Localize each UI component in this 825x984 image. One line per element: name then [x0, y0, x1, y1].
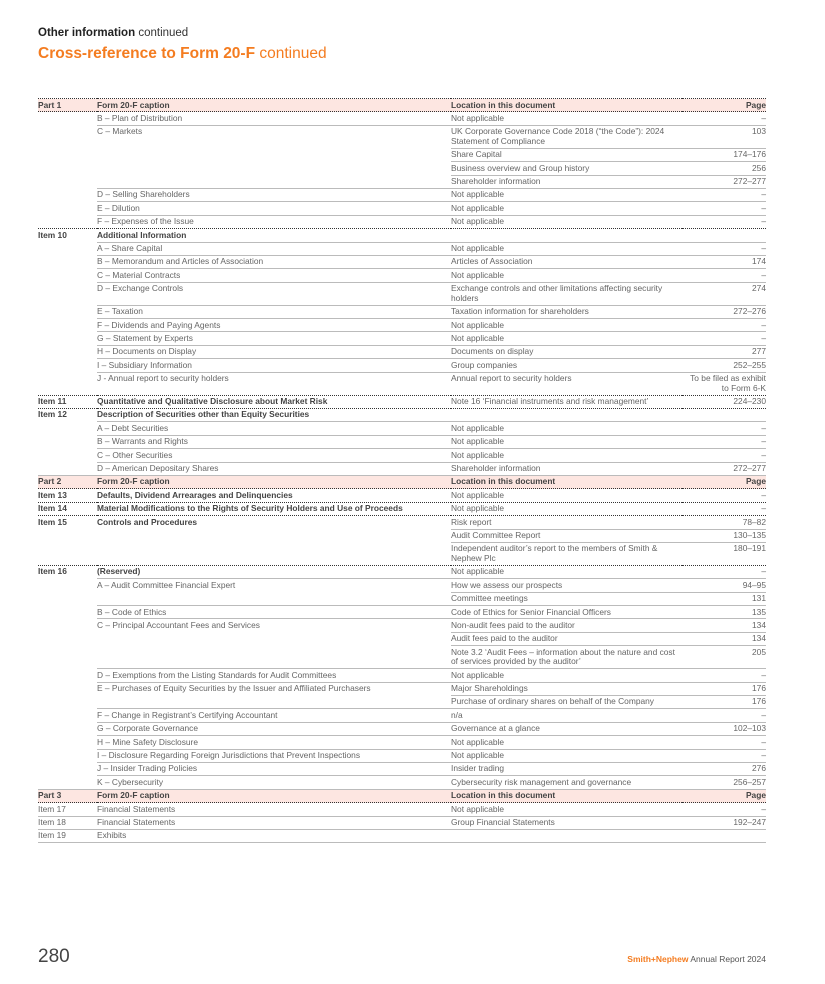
item-cell: [38, 542, 97, 565]
caption-cell: Description of Securities other than Equity Securities: [97, 408, 451, 421]
item-cell: [38, 462, 97, 475]
caption-cell: D – American Depositary Shares: [97, 462, 451, 475]
location-cell: Not applicable: [451, 112, 682, 125]
item-cell: [38, 579, 97, 592]
location-cell: Not applicable: [451, 202, 682, 215]
location-cell: Non-audit fees paid to the auditor: [451, 619, 682, 632]
page-cell: 94–95: [682, 579, 766, 592]
page-cell: 174–176: [682, 148, 766, 161]
page-cell: –: [682, 803, 766, 816]
item-cell: [38, 269, 97, 282]
item-cell: [38, 188, 97, 201]
table-row: [38, 395, 766, 408]
table-row: [38, 372, 766, 395]
table-row: [38, 162, 766, 175]
page-cell: 103: [682, 125, 766, 148]
location-cell: Committee meetings: [451, 592, 682, 605]
caption-cell: F – Change in Registrant’s Certifying Accountant: [97, 709, 451, 722]
table-header-row: [38, 789, 766, 802]
table-row: [38, 776, 766, 789]
item-cell: [38, 422, 97, 435]
location-cell: Location in this document: [451, 475, 682, 488]
caption-cell: [97, 148, 451, 161]
location-cell: Documents on display: [451, 345, 682, 358]
table-row: [38, 682, 766, 695]
caption-cell: C – Material Contracts: [97, 269, 451, 282]
caption-cell: D – Exchange Controls: [97, 282, 451, 305]
location-cell: Annual report to security holders: [451, 372, 682, 395]
location-cell: Purchase of ordinary shares on behalf of the Company: [451, 695, 682, 708]
table-row: [38, 229, 766, 242]
caption-cell: Financial Statements: [97, 816, 451, 829]
table-row: [38, 722, 766, 735]
footer-report: Annual Report 2024: [690, 954, 766, 964]
location-cell: Risk report: [451, 516, 682, 529]
table-row: [38, 829, 766, 842]
footer-brand: Smith+Nephew: [627, 954, 689, 964]
table-row: [38, 215, 766, 228]
table-row: [38, 242, 766, 255]
location-cell: Group Financial Statements: [451, 816, 682, 829]
item-cell: [38, 722, 97, 735]
item-cell: [38, 345, 97, 358]
item-cell: [38, 435, 97, 448]
caption-cell: I – Subsidiary Information: [97, 359, 451, 372]
page-cell: –: [682, 422, 766, 435]
item-cell: [38, 319, 97, 332]
table-row: [38, 516, 766, 529]
page-cell: 174: [682, 255, 766, 268]
page-cell: 176: [682, 695, 766, 708]
caption-cell: [97, 695, 451, 708]
table-row: [38, 646, 766, 669]
table-row: [38, 125, 766, 148]
table-header-row: [38, 99, 766, 112]
caption-cell: C – Principal Accountant Fees and Services: [97, 619, 260, 630]
table-row: [38, 269, 766, 282]
item-cell: [38, 606, 97, 619]
item-cell: [38, 175, 97, 188]
item-cell: Item 18: [38, 816, 97, 829]
location-cell: Share Capital: [451, 148, 682, 161]
location-cell: Not applicable: [451, 215, 682, 228]
location-cell: Location in this document: [451, 99, 682, 112]
table-row: [38, 762, 766, 775]
location-cell: Shareholder information: [451, 175, 682, 188]
page-cell: 256–257: [682, 776, 766, 789]
item-cell: [38, 112, 97, 125]
page-cell: –: [682, 736, 766, 749]
caption-cell: Financial Statements: [97, 803, 451, 816]
location-cell: [451, 229, 682, 242]
table-row: [38, 695, 766, 708]
page-cell: 224–230: [682, 395, 766, 408]
location-cell: Cybersecurity risk management and governance: [451, 776, 682, 789]
table-row: [38, 462, 766, 475]
item-cell: [38, 215, 97, 228]
page-number: 280: [38, 946, 70, 967]
item-cell: Item 17: [38, 803, 97, 816]
item-cell: [38, 202, 97, 215]
table-header-row: [38, 475, 766, 488]
table-row: [38, 282, 766, 305]
table-row: [38, 529, 766, 542]
location-cell: Not applicable: [451, 736, 682, 749]
item-cell: Part 3: [38, 789, 97, 802]
table-row: [38, 408, 766, 421]
item-cell: [38, 632, 97, 645]
location-cell: How we assess our prospects: [451, 579, 682, 592]
page-cell: 276: [682, 762, 766, 775]
location-cell: Not applicable: [451, 565, 682, 578]
location-cell: Not applicable: [451, 242, 682, 255]
item-cell: [38, 332, 97, 345]
caption-cell: Form 20-F caption: [97, 99, 451, 112]
table-row: [38, 305, 766, 318]
item-cell: [38, 776, 97, 789]
location-cell: Not applicable: [451, 449, 682, 462]
page-title-continued: continued: [259, 45, 327, 62]
item-cell: [38, 372, 97, 395]
location-cell: UK Corporate Governance Code 2018 (“the Code”): 2024 Statement of Compliance: [451, 125, 682, 148]
section-continued: continued: [138, 27, 189, 39]
caption-cell: K – Cybersecurity: [97, 776, 451, 789]
caption-cell: [97, 175, 451, 188]
caption-cell: J - Annual report to security holders: [97, 372, 451, 395]
table-row: [38, 619, 766, 632]
caption-cell: Additional Information: [97, 229, 451, 242]
page-cell: 205: [682, 646, 766, 669]
location-cell: Audit fees paid to the auditor: [451, 632, 682, 645]
page-cell: 135: [682, 606, 766, 619]
page-cell: –: [682, 112, 766, 125]
cross-reference-table: [38, 98, 766, 843]
page-cell: 102–103: [682, 722, 766, 735]
page-cell: –: [682, 435, 766, 448]
table-row: [38, 188, 766, 201]
item-cell: Item 11: [38, 395, 97, 408]
page-cell: –: [682, 565, 766, 578]
item-cell: Item 13: [38, 489, 97, 502]
item-cell: [38, 162, 97, 175]
page-cell: –: [682, 709, 766, 722]
item-cell: [38, 359, 97, 372]
location-cell: [451, 829, 682, 842]
table-row: [38, 565, 766, 578]
footer: [627, 954, 766, 964]
page-cell: 192–247: [682, 816, 766, 829]
caption-cell: B – Code of Ethics: [97, 606, 451, 619]
location-cell: Taxation information for shareholders: [451, 305, 682, 318]
caption-cell: A – Debt Securities: [97, 422, 451, 435]
table-row: [38, 435, 766, 448]
page-title: [38, 45, 327, 63]
table-row: [38, 112, 766, 125]
caption-cell: H – Mine Safety Disclosure: [97, 736, 451, 749]
caption-cell: D – Selling Shareholders: [97, 188, 451, 201]
page-cell: Page: [682, 789, 766, 802]
location-cell: Governance at a glance: [451, 722, 682, 735]
table-row: [38, 803, 766, 816]
page-cell: 134: [682, 619, 766, 632]
location-cell: Not applicable: [451, 319, 682, 332]
caption-cell: A – Share Capital: [97, 242, 451, 255]
caption-cell: B – Warrants and Rights: [97, 435, 451, 448]
page-cell: –: [682, 669, 766, 682]
location-cell: Not applicable: [451, 435, 682, 448]
item-cell: [38, 709, 97, 722]
table-row: [38, 592, 766, 605]
location-cell: Code of Ethics for Senior Financial Officers: [451, 606, 682, 619]
caption-cell: Form 20-F caption: [97, 789, 451, 802]
table-row: [38, 749, 766, 762]
table-row: [38, 709, 766, 722]
section-title: Other information: [38, 27, 136, 39]
item-cell: [38, 305, 97, 318]
location-cell: Independent auditor’s report to the members of Smith & Nephew Plc: [451, 542, 682, 565]
table-row: [38, 542, 766, 565]
page-cell: –: [682, 242, 766, 255]
caption-cell: Defaults, Dividend Arrearages and Delinquencies: [97, 489, 451, 502]
table-row: [38, 736, 766, 749]
caption-cell: [97, 162, 451, 175]
page-cell: –: [682, 489, 766, 502]
location-cell: Not applicable: [451, 332, 682, 345]
page-cell: 134: [682, 632, 766, 645]
page-cell: 130–135: [682, 529, 766, 542]
item-cell: [38, 255, 97, 268]
page-cell: Page: [682, 475, 766, 488]
table-row: [38, 579, 766, 592]
table-row: [38, 632, 766, 645]
item-cell: Item 19: [38, 829, 97, 842]
caption-cell: [97, 529, 451, 542]
caption-cell: Form 20-F caption: [97, 475, 451, 488]
page-cell: –: [682, 319, 766, 332]
location-cell: [451, 408, 682, 421]
caption-cell: B – Plan of Distribution: [97, 112, 451, 125]
page-cell: To be filed as exhibit to Form 6-K: [682, 372, 766, 395]
table-row: [38, 816, 766, 829]
page-cell: –: [682, 202, 766, 215]
page-cell: 272–276: [682, 305, 766, 318]
caption-cell: (Reserved): [97, 565, 451, 578]
item-cell: [38, 282, 97, 305]
caption-cell: [97, 646, 451, 669]
page-cell: –: [682, 749, 766, 762]
page-cell: Page: [682, 99, 766, 112]
page-title-main: Cross-reference to Form 20-F: [38, 45, 256, 62]
location-cell: Not applicable: [451, 749, 682, 762]
location-cell: Audit Committee Report: [451, 529, 682, 542]
item-cell: Item 15: [38, 516, 67, 527]
table-row: [38, 669, 766, 682]
location-cell: Business overview and Group history: [451, 162, 682, 175]
caption-cell: G – Corporate Governance: [97, 722, 451, 735]
item-cell: [38, 669, 97, 682]
table-row: [38, 148, 766, 161]
page-cell: 180–191: [682, 542, 766, 565]
page-cell: [682, 829, 766, 842]
item-cell: [38, 749, 97, 762]
caption-cell: [97, 542, 451, 565]
item-cell: Item 14: [38, 502, 97, 515]
table-row: [38, 422, 766, 435]
location-cell: Group companies: [451, 359, 682, 372]
caption-cell: A – Audit Committee Financial Expert: [97, 579, 236, 590]
location-cell: Not applicable: [451, 269, 682, 282]
item-cell: Part 2: [38, 475, 97, 488]
location-cell: Articles of Association: [451, 255, 682, 268]
page-cell: 256: [682, 162, 766, 175]
location-cell: Not applicable: [451, 188, 682, 201]
table-row: [38, 332, 766, 345]
location-cell: Location in this document: [451, 789, 682, 802]
location-cell: Shareholder information: [451, 462, 682, 475]
caption-cell: E – Dilution: [97, 202, 451, 215]
caption-cell: C – Other Securities: [97, 449, 451, 462]
caption-cell: Quantitative and Qualitative Disclosure about Market Risk: [97, 395, 451, 408]
item-cell: [38, 529, 97, 542]
page-cell: 78–82: [682, 516, 766, 529]
table-row: [38, 502, 766, 515]
page-cell: –: [682, 449, 766, 462]
caption-cell: C – Markets: [97, 126, 143, 137]
location-cell: Not applicable: [451, 803, 682, 816]
caption-cell: B – Memorandum and Articles of Association: [97, 255, 451, 268]
caption-cell: G – Statement by Experts: [97, 332, 451, 345]
item-cell: [38, 762, 97, 775]
item-cell: [38, 125, 97, 148]
location-cell: n/a: [451, 709, 682, 722]
caption-cell: D – Exemptions from the Listing Standards for Audit Committees: [97, 669, 451, 682]
caption-cell: J – Insider Trading Policies: [97, 762, 451, 775]
page-cell: –: [682, 502, 766, 515]
caption-cell: E – Purchases of Equity Securities by the Issuer and Affiliated Purchasers: [97, 683, 371, 694]
caption-cell: I – Disclosure Regarding Foreign Jurisdictions that Prevent Inspections: [97, 749, 451, 762]
item-cell: [38, 682, 97, 695]
item-cell: [38, 148, 97, 161]
table-row: [38, 606, 766, 619]
item-cell: Part 1: [38, 99, 97, 112]
location-cell: Not applicable: [451, 489, 682, 502]
location-cell: Exchange controls and other limitations affecting security holders: [451, 282, 682, 305]
caption-cell: F – Dividends and Paying Agents: [97, 319, 451, 332]
item-cell: Item 10: [38, 229, 67, 240]
table-row: [38, 319, 766, 332]
item-cell: [38, 736, 97, 749]
location-cell: Note 16 ‘Financial instruments and risk management’: [451, 395, 682, 408]
location-cell: Insider trading: [451, 762, 682, 775]
table-row: [38, 255, 766, 268]
page-cell: 176: [682, 682, 766, 695]
table-row: [38, 449, 766, 462]
item-cell: [38, 242, 97, 255]
location-cell: Major Shareholdings: [451, 682, 682, 695]
item-cell: [38, 695, 97, 708]
table-row: [38, 175, 766, 188]
table-row: [38, 359, 766, 372]
location-cell: Not applicable: [451, 502, 682, 515]
table-row: [38, 345, 766, 358]
page-cell: 272–277: [682, 175, 766, 188]
caption-cell: [97, 592, 451, 605]
caption-cell: H – Documents on Display: [97, 345, 451, 358]
item-cell: [38, 592, 97, 605]
caption-cell: [97, 632, 451, 645]
caption-cell: Material Modifications to the Rights of Security Holders and Use of Proceeds: [97, 502, 451, 515]
page-cell: 277: [682, 345, 766, 358]
caption-cell: Controls and Procedures: [97, 516, 198, 527]
table-row: [38, 202, 766, 215]
page-cell: 131: [682, 592, 766, 605]
section-header: [38, 27, 188, 39]
item-cell: [38, 646, 97, 669]
table-row: [38, 489, 766, 502]
item-cell: Item 16: [38, 566, 67, 577]
page-cell: 252–255: [682, 359, 766, 372]
caption-cell: F – Expenses of the Issue: [97, 215, 451, 228]
page-cell: [682, 408, 766, 421]
item-cell: [38, 449, 97, 462]
page-cell: –: [682, 269, 766, 282]
location-cell: Not applicable: [451, 422, 682, 435]
caption-cell: E – Taxation: [97, 305, 451, 318]
caption-cell: Exhibits: [97, 829, 451, 842]
location-cell: Note 3.2 ‘Audit Fees – information about the nature and cost of services provided by the auditor’: [451, 646, 682, 669]
page-cell: –: [682, 215, 766, 228]
location-cell: Not applicable: [451, 669, 682, 682]
page-cell: [682, 229, 766, 242]
page-cell: 274: [682, 282, 766, 305]
item-cell: [38, 619, 97, 632]
page-cell: 272–277: [682, 462, 766, 475]
page-cell: –: [682, 332, 766, 345]
item-cell: Item 12: [38, 409, 67, 420]
page-cell: –: [682, 188, 766, 201]
